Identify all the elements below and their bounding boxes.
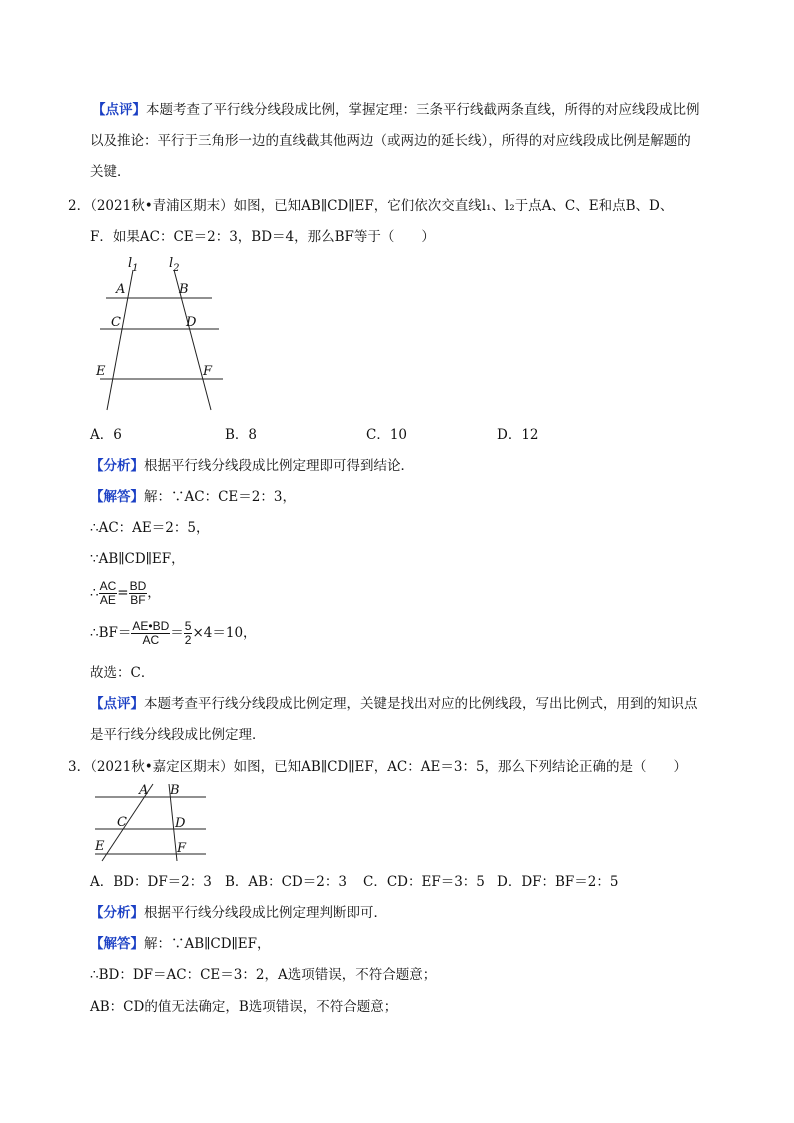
q2-comment-line1: 【点评】本题考查平行线分线段成比例定理，关键是找出对应的比例线段，写出比例式，用到的知识点: [90, 696, 698, 712]
q3-answer-line1: 【解答】解：∵AB∥CD∥EF，: [90, 936, 271, 952]
q2-choice-c: C．10: [366, 427, 408, 443]
q2-number: 2．: [68, 198, 91, 214]
label-C: C: [117, 815, 127, 830]
q2-analysis: 【分析】根据平行线分线段成比例定理即可得到结论．: [90, 458, 414, 474]
q3-source: （2021秋•嘉定区期末）: [90, 759, 234, 775]
q2-comment-line2: 是平行线分线段成比例定理．: [90, 727, 266, 743]
label-C: C: [111, 315, 121, 330]
q2-choice-a: A．6: [90, 427, 122, 443]
q3-choice-c: C．CD：EF＝3：5: [363, 874, 485, 890]
label-l1: $l_1$: [128, 256, 139, 274]
q2-answer-line2: ∴AC：AE＝2：5，: [90, 520, 210, 536]
q3-analysis: 【分析】根据平行线分线段成比例定理判断即可．: [90, 905, 387, 921]
q3-stem: 3．（2021秋•嘉定区期末）如图，已知AB∥CD∥EF，AC：AE＝3：5，那么下列结论正确的是（ ）: [68, 759, 688, 775]
q2-choice-d: D．12: [497, 427, 539, 443]
q2-result: 故选：C．: [90, 665, 155, 681]
q3-choice-a: A．BD：DF＝2：3: [90, 874, 212, 890]
q2-answer-line1: 【解答】解：∵AC：CE＝2：3，: [90, 489, 296, 505]
fraction-bd-bf: $\frac{BD}{BF}$: [129, 579, 147, 607]
q2-stem-line1: 2．（2021秋•青浦区期末）如图，已知AB∥CD∥EF，它们依次交直线l₁、l₂于点A、C、E和点B、D、: [68, 198, 674, 214]
q3-figure: [90, 780, 215, 862]
q2-source: （2021秋•青浦区期末）: [90, 198, 234, 214]
label-E: E: [95, 839, 105, 854]
q2-choice-b: B．8: [225, 427, 258, 443]
label-B: B: [179, 282, 189, 297]
comment1-line3: 关键．: [90, 164, 131, 180]
fraction-5-2: $\frac{5}{2}$: [184, 619, 192, 647]
label-F: F: [177, 841, 187, 856]
q2-answer-line3: ∵AB∥CD∥EF，: [90, 551, 185, 567]
q3-choice-b: B．AB：CD＝2：3: [225, 874, 347, 890]
label-l2: $l_2$: [169, 256, 180, 274]
label-E: E: [96, 364, 106, 379]
q2-figure: [90, 252, 240, 414]
comment-tag: 【点评】: [92, 102, 146, 118]
label-A: A: [139, 783, 149, 798]
q2-bf-calc: ∴BF＝ $\frac{AE•BD}{AC}$ ＝ $\frac{5}{2}$ ×4＝10，: [90, 619, 257, 647]
fraction-aebd-ac: $\frac{AE•BD}{AC}$: [132, 619, 170, 647]
q3-number: 3．: [68, 759, 91, 775]
q3-answer-line3: AB：CD的值无法确定，B选项错误，不符合题意；: [90, 999, 398, 1015]
label-F: F: [203, 364, 213, 379]
comment1-line2: 以及推论：平行于三角形一边的直线截其他两边（或两边的延长线），所得的对应线段成比例是解题的: [90, 133, 691, 149]
label-D: D: [186, 315, 197, 330]
label-A: A: [116, 282, 126, 297]
q3-answer-line2: ∴BD：DF＝AC：CE＝3：2，A选项错误，不符合题意；: [90, 967, 437, 983]
comment1-line1: 【点评】本题考查了平行线分线段成比例，掌握定理：三条平行线截两条直线，所得的对应线段成比例: [92, 102, 700, 118]
q3-choice-d: D．DF：BF＝2：5: [497, 874, 619, 890]
label-D: D: [175, 816, 186, 831]
fraction-ac-ae: $\frac{AC}{AE}$: [99, 579, 117, 607]
q2-stem-line2: F．如果AC：CE＝2：3，BD＝4，那么BF等于（ ）: [90, 229, 435, 245]
q2-proportion: ∴ $\frac{AC}{AE}$ = $\frac{BD}{BF}$ ，: [90, 579, 161, 607]
label-B: B: [170, 783, 180, 798]
